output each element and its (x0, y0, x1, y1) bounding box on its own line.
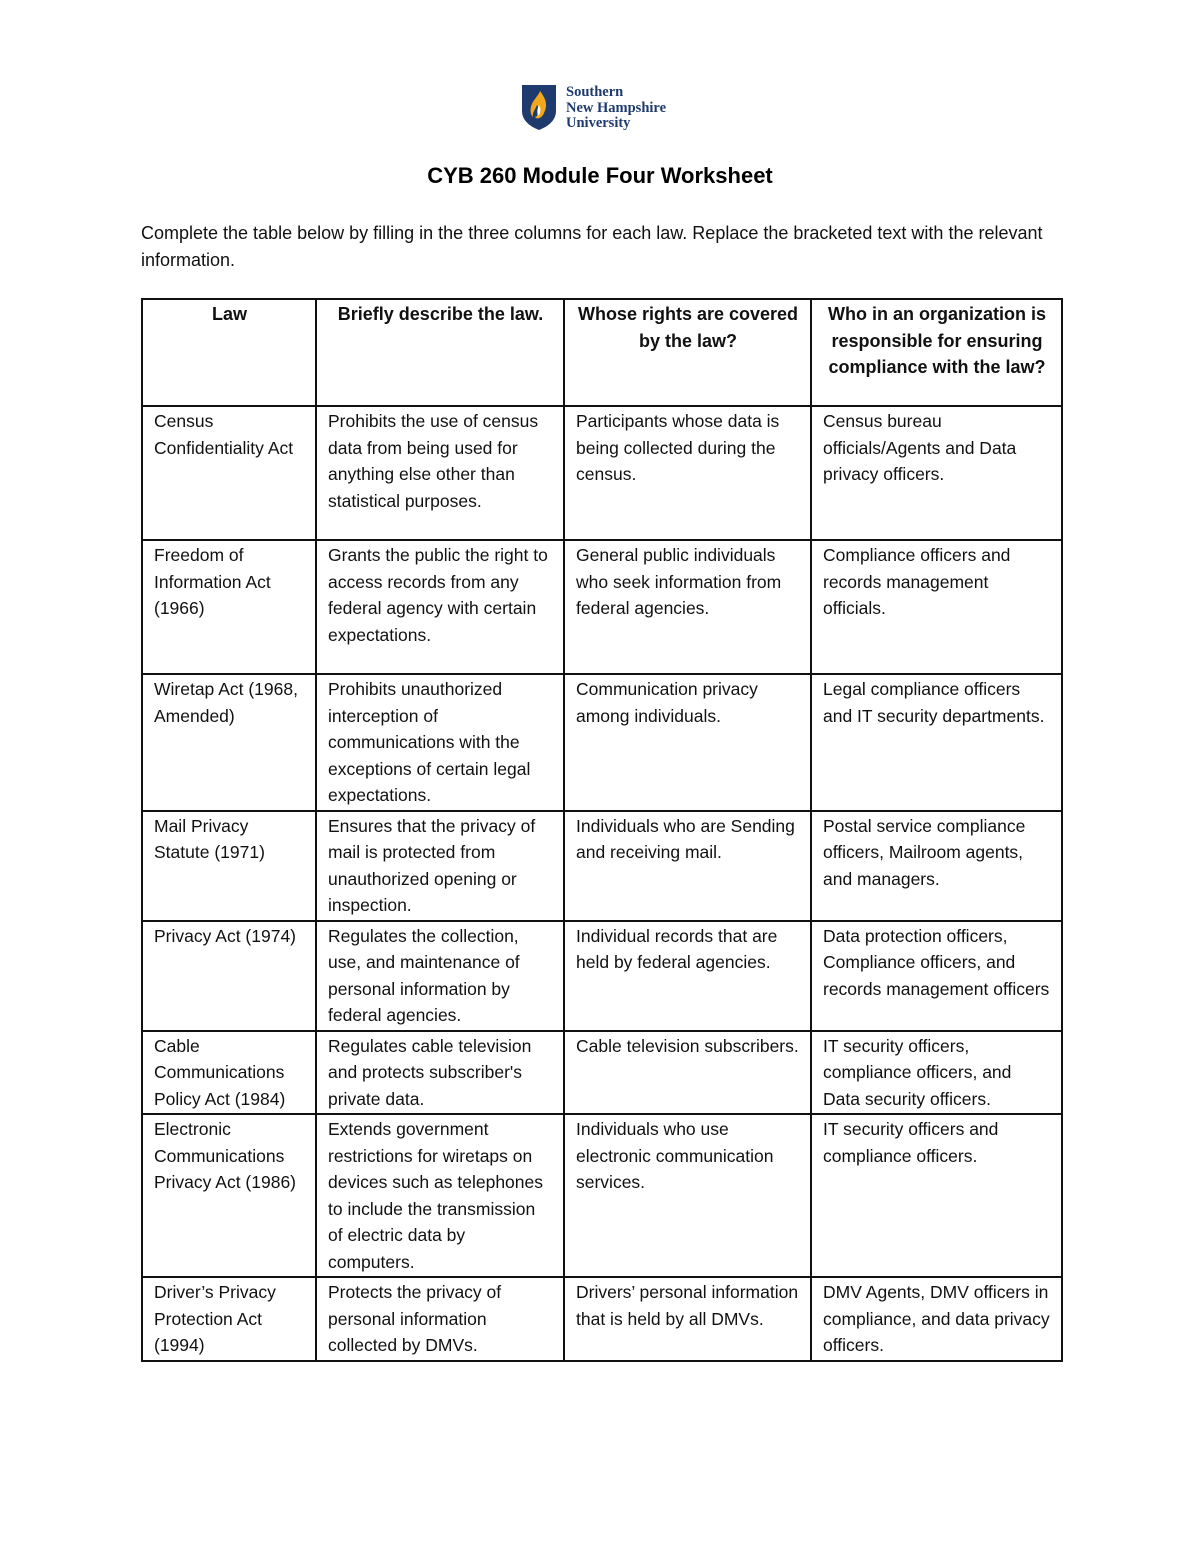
laws-table (141, 298, 1063, 1362)
cell-law: Driver’s Privacy Protection Act (1994) (142, 1277, 316, 1361)
cell-law: Privacy Act (1974) (142, 921, 316, 1031)
header-description: Briefly describe the law. (316, 299, 564, 406)
cell-description: Regulates cable television and protects subscriber's private data. (316, 1031, 564, 1115)
cell-law: Cable Communications Policy Act (1984) (142, 1031, 316, 1115)
cell-law: Census Confidentiality Act (142, 406, 316, 540)
cell-responsible: Compliance officers and records management officials. (811, 540, 1062, 674)
cell-rights: Cable television subscribers. (564, 1031, 811, 1115)
cell-rights: Communication privacy among individuals. (564, 674, 811, 811)
cell-responsible: IT security officers and compliance officers. (811, 1114, 1062, 1277)
university-logo (520, 83, 666, 133)
cell-rights: Individuals who are Sending and receiving mail. (564, 811, 811, 921)
cell-rights: Individual records that are held by federal agencies. (564, 921, 811, 1031)
logo-line-1: Southern (566, 84, 624, 100)
table-header-row (142, 299, 1062, 406)
cell-law: Mail Privacy Statute (1971) (142, 811, 316, 921)
table-row (142, 921, 1062, 1031)
header-rights: Whose rights are covered by the law? (564, 299, 811, 406)
cell-responsible: DMV Agents, DMV officers in compliance, and data privacy officers. (811, 1277, 1062, 1361)
table-row (142, 674, 1062, 811)
logo-line-3: University (566, 115, 631, 131)
header-responsible: Who in an organization is responsible for ensuring compliance with the law? (811, 299, 1062, 406)
cell-description: Grants the public the right to access records from any federal agency with certain expectations. (316, 540, 564, 674)
cell-responsible: Data protection officers, Compliance officers, and records management officers (811, 921, 1062, 1031)
cell-responsible: Census bureau officials/Agents and Data privacy officers. (811, 406, 1062, 540)
instructions-paragraph: Complete the table below by filling in the three columns for each law. Replace the bracketed text with the relevant information. (141, 223, 1043, 270)
cell-description: Prohibits unauthorized interception of communications with the exceptions of certain legal expectations. (316, 674, 564, 811)
university-name (566, 83, 666, 132)
cell-rights: General public individuals who seek information from federal agencies. (564, 540, 811, 674)
cell-rights: Drivers’ personal information that is held by all DMVs. (564, 1277, 811, 1361)
cell-description: Extends government restrictions for wiretaps on devices such as telephones to include the transmission of electric data by computers. (316, 1114, 564, 1277)
table-row (142, 811, 1062, 921)
cell-responsible: IT security officers, compliance officers, and Data security officers. (811, 1031, 1062, 1115)
table-row (142, 540, 1062, 674)
cell-description: Protects the privacy of personal information collected by DMVs. (316, 1277, 564, 1361)
cell-description: Regulates the collection, use, and maintenance of personal information by federal agencies. (316, 921, 564, 1031)
cell-rights: Individuals who use electronic communication services. (564, 1114, 811, 1277)
table-row (142, 406, 1062, 540)
table-row (142, 1031, 1062, 1115)
cell-law: Electronic Communications Privacy Act (1986) (142, 1114, 316, 1277)
header-law: Law (142, 299, 316, 406)
document-title: CYB 260 Module Four Worksheet (427, 163, 773, 188)
cell-rights: Participants whose data is being collected during the census. (564, 406, 811, 540)
table-row (142, 1114, 1062, 1277)
cell-responsible: Legal compliance officers and IT security departments. (811, 674, 1062, 811)
table-row (142, 1277, 1062, 1361)
cell-law: Wiretap Act (1968, Amended) (142, 674, 316, 811)
cell-description: Ensures that the privacy of mail is protected from unauthorized opening or inspection. (316, 811, 564, 921)
logo-line-2: New Hampshire (566, 99, 667, 116)
cell-description: Prohibits the use of census data from being used for anything else other than statistical purposes. (316, 406, 564, 540)
cell-law: Freedom of Information Act (1966) (142, 540, 316, 674)
flame-shield-icon (520, 83, 558, 131)
cell-responsible: Postal service compliance officers, Mailroom agents, and managers. (811, 811, 1062, 921)
